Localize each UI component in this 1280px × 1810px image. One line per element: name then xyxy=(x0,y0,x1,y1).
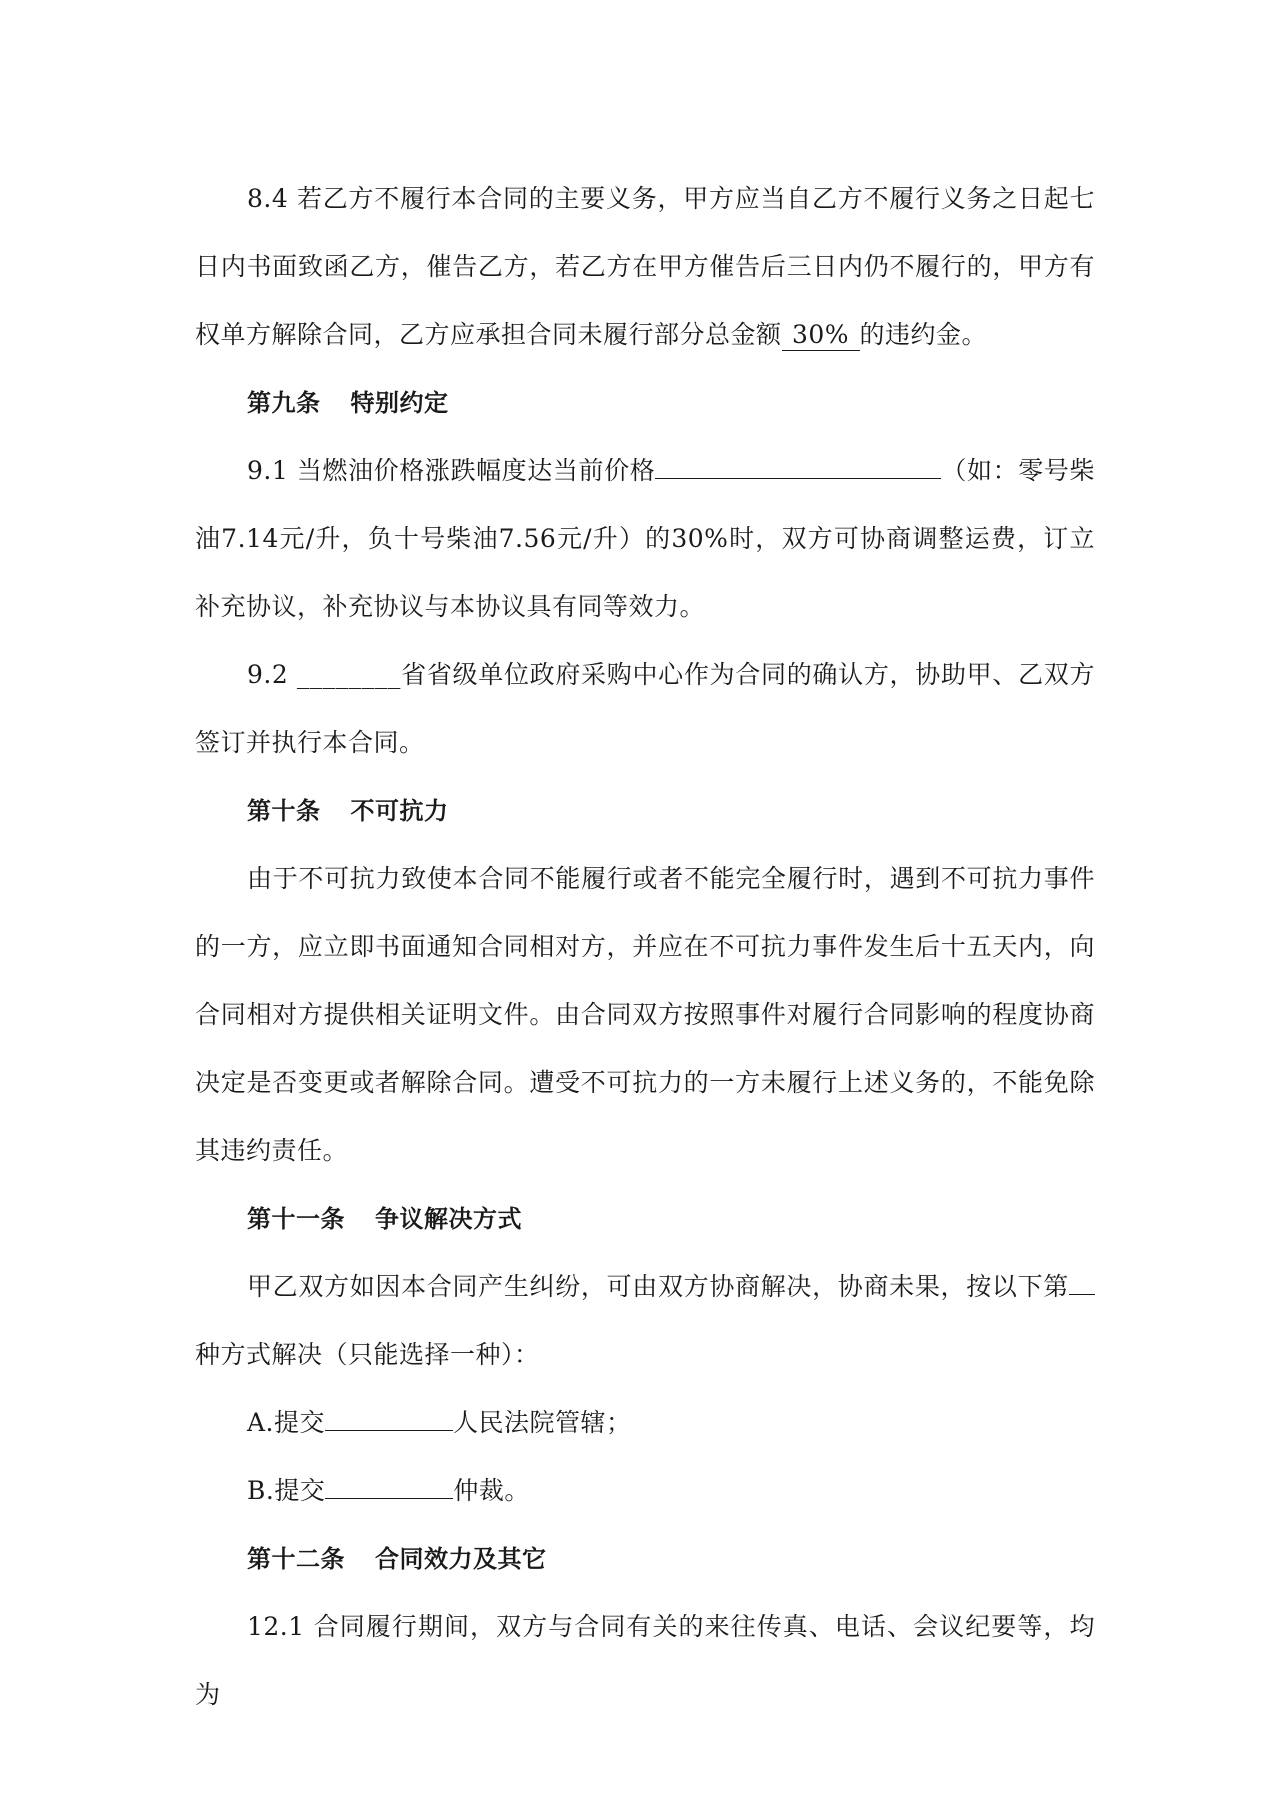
fuel-price-blank xyxy=(655,478,941,479)
option-a-text: A.提交 xyxy=(247,1408,326,1437)
clause-8-4 xyxy=(195,165,1095,369)
penalty-rate-blank: 30% xyxy=(782,320,860,351)
clause-9-2: 9.2 ________省省级单位政府采购中心作为合同的确认方，协助甲、乙双方签订并执行本合同。 xyxy=(195,660,1095,757)
clause-11-heading xyxy=(195,1185,1095,1253)
option-b-text: B.提交 xyxy=(247,1476,326,1505)
clause-9-number: 第九条 xyxy=(247,389,321,417)
clause-11-number: 第十一条 xyxy=(247,1205,345,1233)
option-a-tail: 人民法院管辖； xyxy=(453,1408,632,1437)
clause-12-heading xyxy=(195,1525,1095,1593)
clause-9-title: 特别约定 xyxy=(350,389,449,417)
court-name-blank xyxy=(325,1430,453,1431)
clause-10-number: 第十条 xyxy=(247,797,321,825)
clause-10-body: 由于不可抗力致使本合同不能履行或者不能完全履行时，遇到不可抗力事件的一方，应立即书面通知合同相对方，并应在不可抗力事件发生后十五天内，向合同相对方提供相关证明文件。由合同双方按照事件对履行合同影响的程度协商决定是否变更或者解除合同。遭受不可抗力的一方未履行上述义务的，不能免除其违约责任。 xyxy=(195,864,1095,1165)
clause-9-1-tail: （如：零号柴油7.14元/升，负十号柴油7.56元/升）的30%时，双方可协商调整运费，订立补充协议，补充协议与本协议具有同等效力。 xyxy=(195,456,1095,621)
clause-11-intro-text: 甲乙双方如因本合同产生纠纷，可由双方协商解决，协商未果，按以下第 xyxy=(247,1272,1069,1301)
clause-9-heading xyxy=(195,369,1095,437)
clause-11-intro xyxy=(195,1253,1095,1389)
clause-10-title: 不可抗力 xyxy=(350,797,449,825)
clause-12-1: 12.1 合同履行期间，双方与合同有关的来往传真、电话、会议纪要等，均为 xyxy=(195,1612,1095,1709)
clause-8-4-text: 8.4 若乙方不履行本合同的主要义务，甲方应当自乙方不履行义务之日起七日内书面致函乙方，催告乙方，若乙方在甲方催告后三日内仍不履行的，甲方有权单方解除合同，乙方应承担合同未履行部分总金额 xyxy=(195,184,1095,349)
option-choice-blank xyxy=(1069,1294,1095,1295)
clause-9-1-text: 9.1 当燃油价格涨跌幅度达当前价格 xyxy=(247,456,656,485)
clause-12-title: 合同效力及其它 xyxy=(375,1545,547,1573)
option-b-tail: 仲裁。 xyxy=(453,1476,530,1505)
clause-12-number: 第十二条 xyxy=(247,1545,345,1573)
clause-8-4-tail: 的违约金。 xyxy=(859,320,988,349)
clause-11-intro-tail: 种方式解决（只能选择一种）： xyxy=(195,1340,540,1369)
clause-10-heading xyxy=(195,777,1095,845)
clause-11-title: 争议解决方式 xyxy=(375,1205,522,1233)
contract-page xyxy=(195,165,1095,1729)
option-b xyxy=(195,1457,1095,1525)
option-a xyxy=(195,1389,1095,1457)
clause-9-1 xyxy=(195,437,1095,641)
arbitration-name-blank xyxy=(325,1498,453,1499)
